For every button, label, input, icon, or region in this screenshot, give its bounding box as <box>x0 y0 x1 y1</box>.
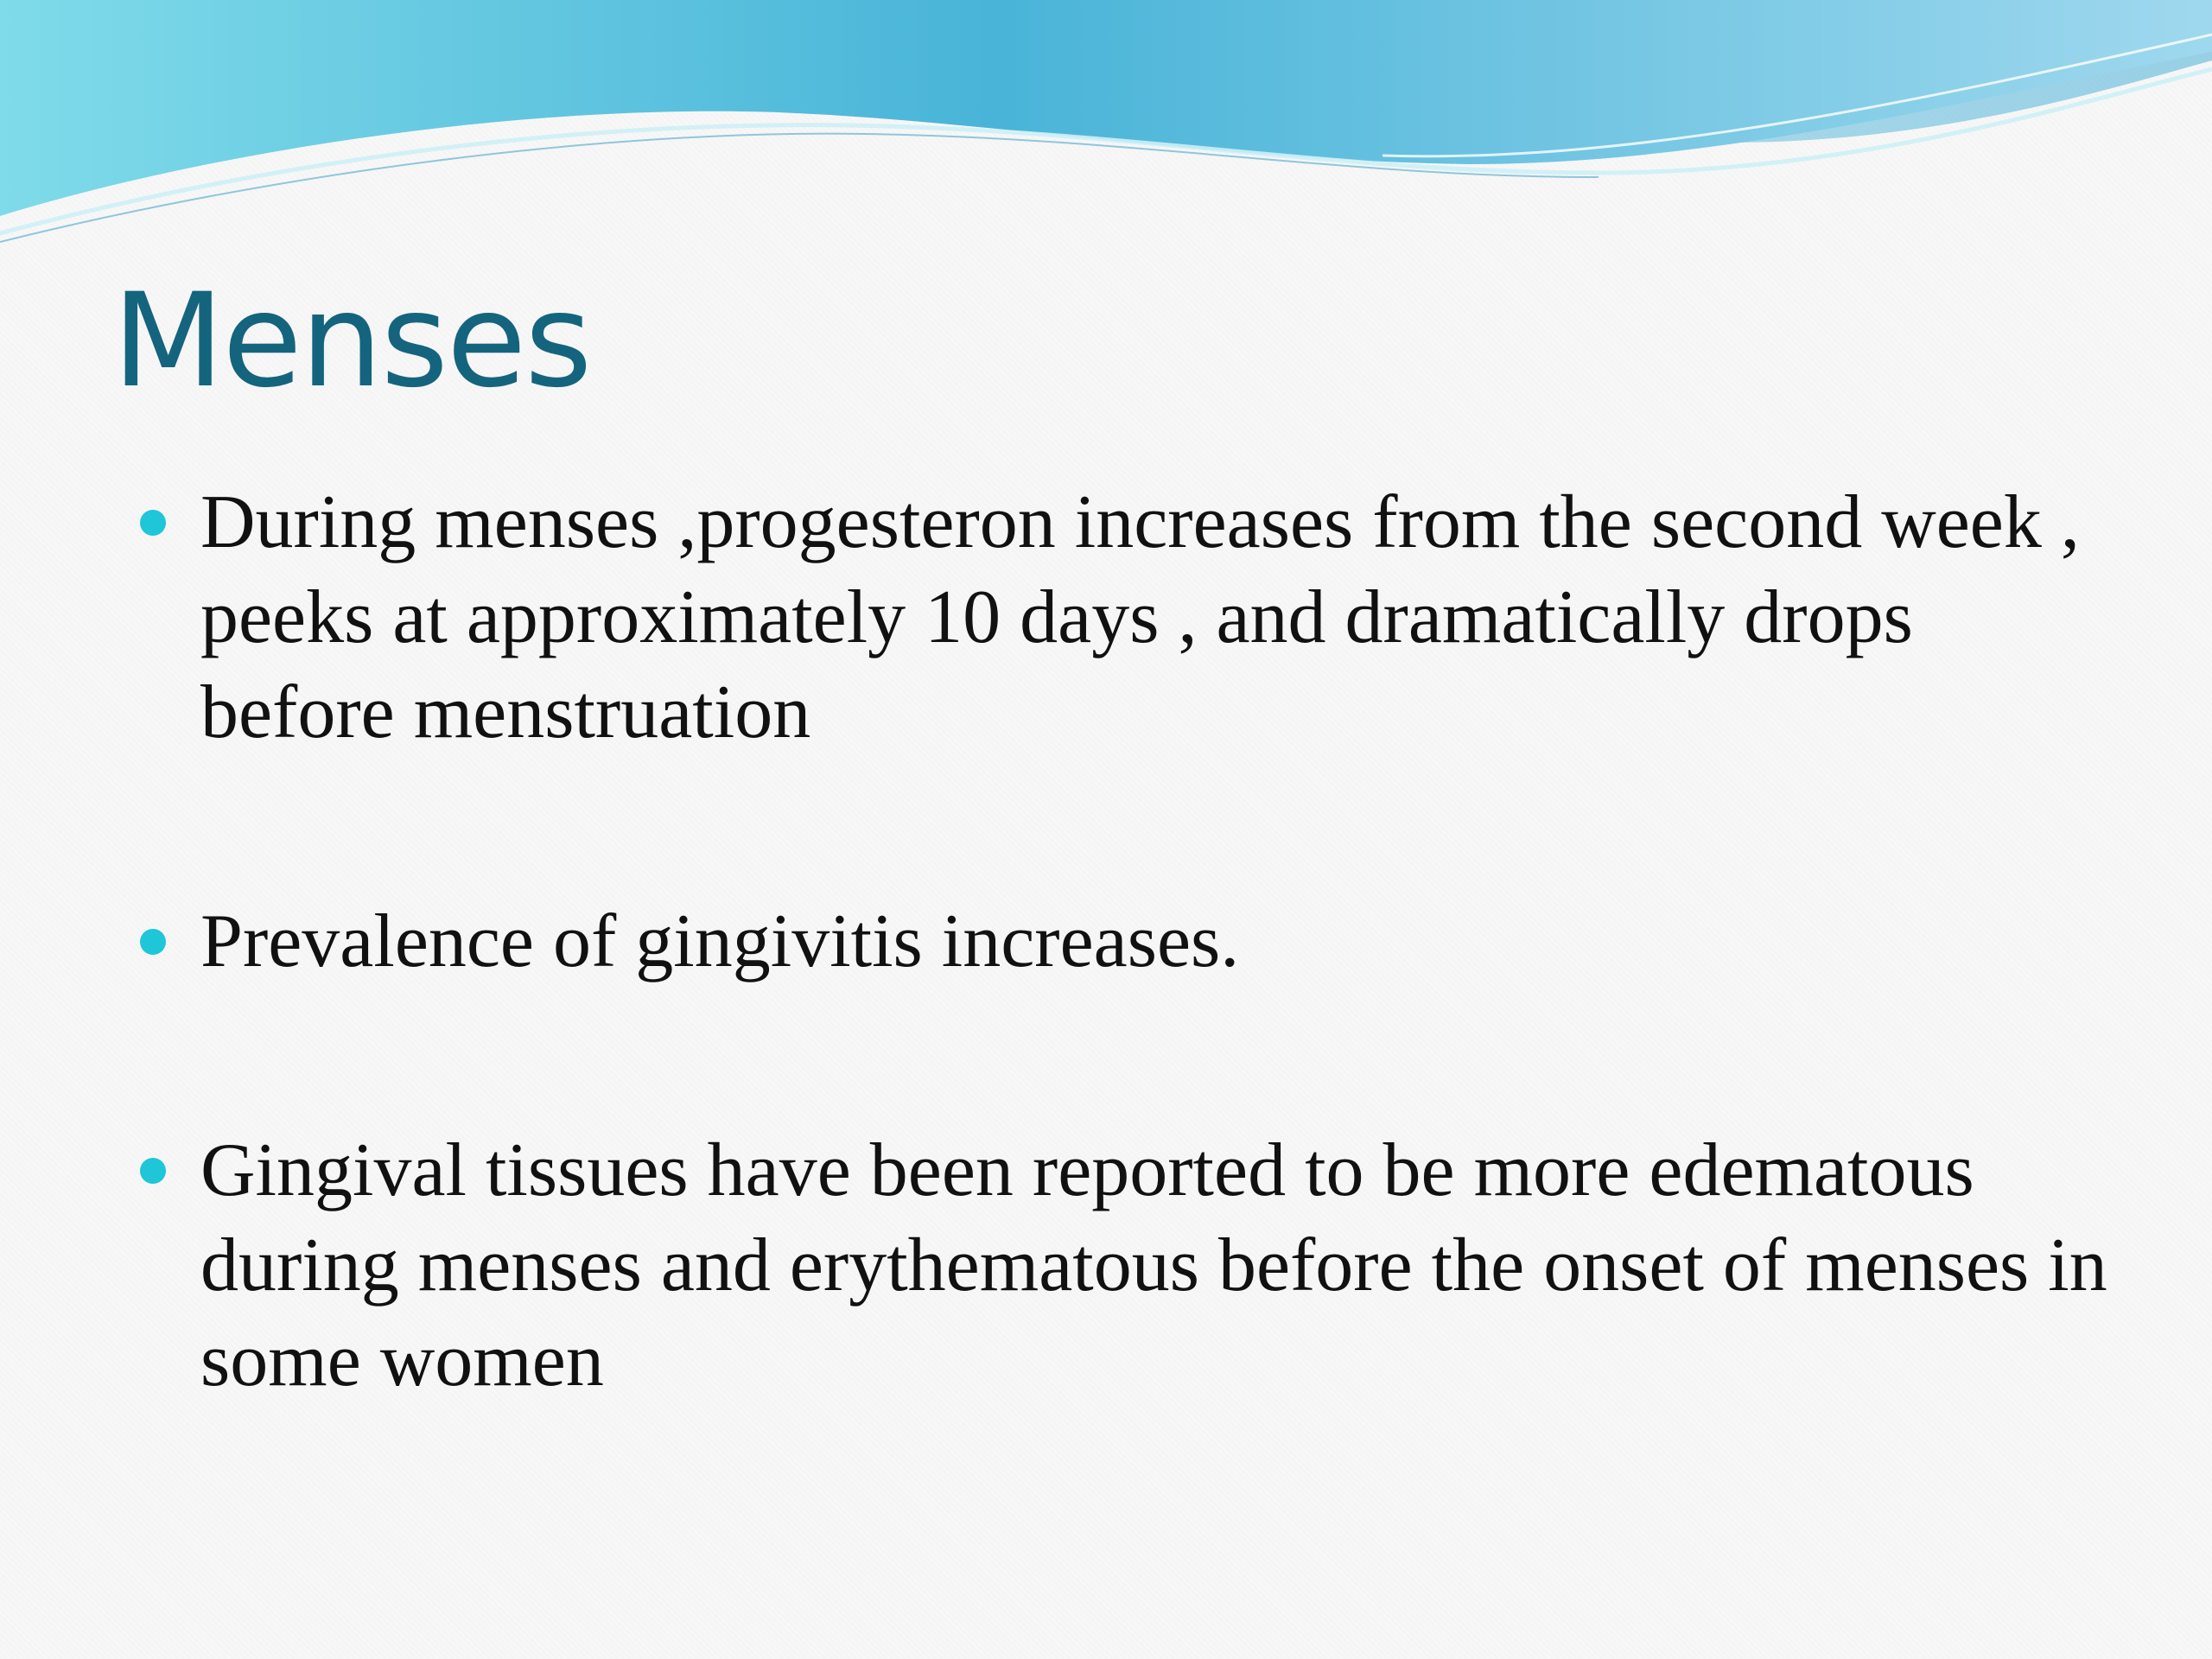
bullet-item <box>130 1123 2117 1408</box>
bullet-list <box>130 475 2117 1408</box>
bullet-text: Prevalence of gingivitis increases. <box>200 899 1240 983</box>
bullet-text: Gingival tissues have been reported to be more edematous during menses and erythematous before the onset of menses in some women <box>200 1128 2107 1402</box>
bullet-item <box>130 894 2117 989</box>
header-wave-decoration <box>0 0 2212 259</box>
bullet-dot-icon <box>140 929 166 955</box>
wave-front <box>0 0 2212 216</box>
slide-title: Menses <box>112 266 591 416</box>
bullet-item <box>130 475 2117 760</box>
bullet-dot-icon <box>140 510 166 536</box>
bullet-text: During menses ,progesteron increases from the second week , peeks at approximately 10 days , and dramatically drops before menstruation <box>200 480 2080 754</box>
bullet-dot-icon <box>140 1158 166 1184</box>
